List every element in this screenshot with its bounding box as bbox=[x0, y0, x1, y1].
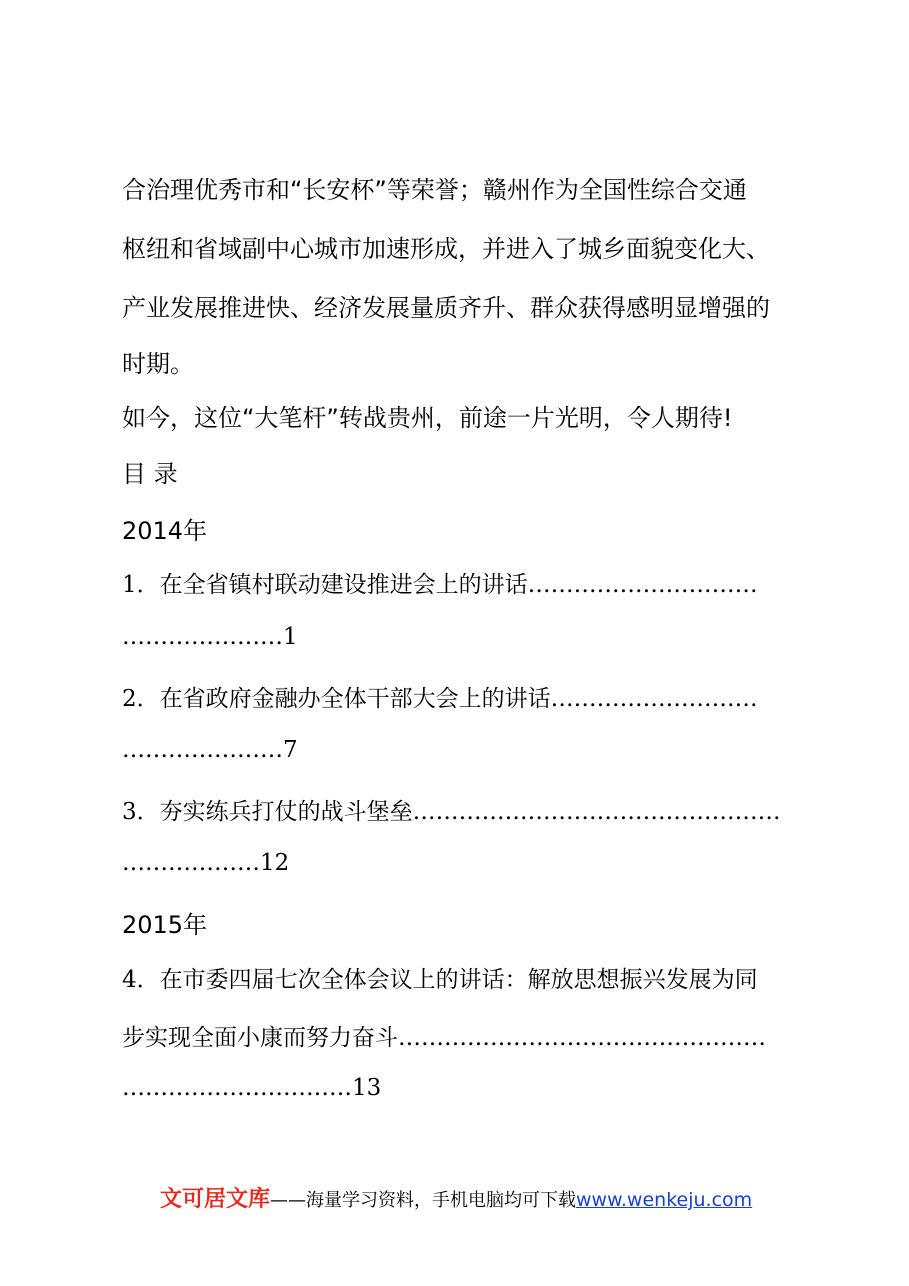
footer-url-link[interactable]: www.wenkeju.com bbox=[576, 1189, 753, 1211]
paragraph-line: 枢纽和省域副中心城市加速形成，并进入了城乡面貌变化大、 bbox=[122, 235, 770, 263]
toc-entry: 4．在市委四届七次全体会议上的讲话：解放思想振兴发展为同 bbox=[122, 967, 758, 993]
paragraph-line: 产业发展推进快、经济发展量质齐升、群众获得感明显增强的 bbox=[122, 294, 770, 322]
toc-entry: 步实现全面小康而努力奋斗………………………………………… bbox=[122, 1025, 766, 1051]
toc-entry: 2．在省政府金融办全体干部大会上的讲话……………………… bbox=[122, 686, 758, 712]
toc-entry-continuation: …………………………13 bbox=[122, 1075, 382, 1101]
toc-entry: 1．在全省镇村联动建设推进会上的讲话………………………… bbox=[122, 572, 758, 598]
footer-banner bbox=[160, 1182, 752, 1213]
footer-brand: 文可居文库 bbox=[160, 1187, 271, 1212]
toc-heading: 目 录 bbox=[122, 460, 178, 488]
toc-entry: 3．夯实练兵打仗的战斗堡垒………………………………………… bbox=[122, 799, 781, 825]
toc-year-heading: 2014年 bbox=[122, 517, 208, 545]
toc-year-heading: 2015年 bbox=[122, 911, 208, 939]
paragraph-line: 时期。 bbox=[122, 350, 194, 378]
paragraph-line: 如今，这位“大笔杆”转战贵州，前途一片光明，令人期待! bbox=[122, 404, 733, 432]
paragraph-line: 合治理优秀市和“长安杯”等荣誉；赣州作为全国性综合交通 bbox=[122, 176, 747, 204]
toc-entry-continuation: ………………12 bbox=[122, 850, 290, 876]
toc-entry-continuation: …………………7 bbox=[122, 737, 298, 763]
toc-entry-continuation: …………………1 bbox=[122, 624, 298, 650]
footer-tagline: ——海量学习资料，手机电脑均可下载 bbox=[270, 1190, 577, 1211]
